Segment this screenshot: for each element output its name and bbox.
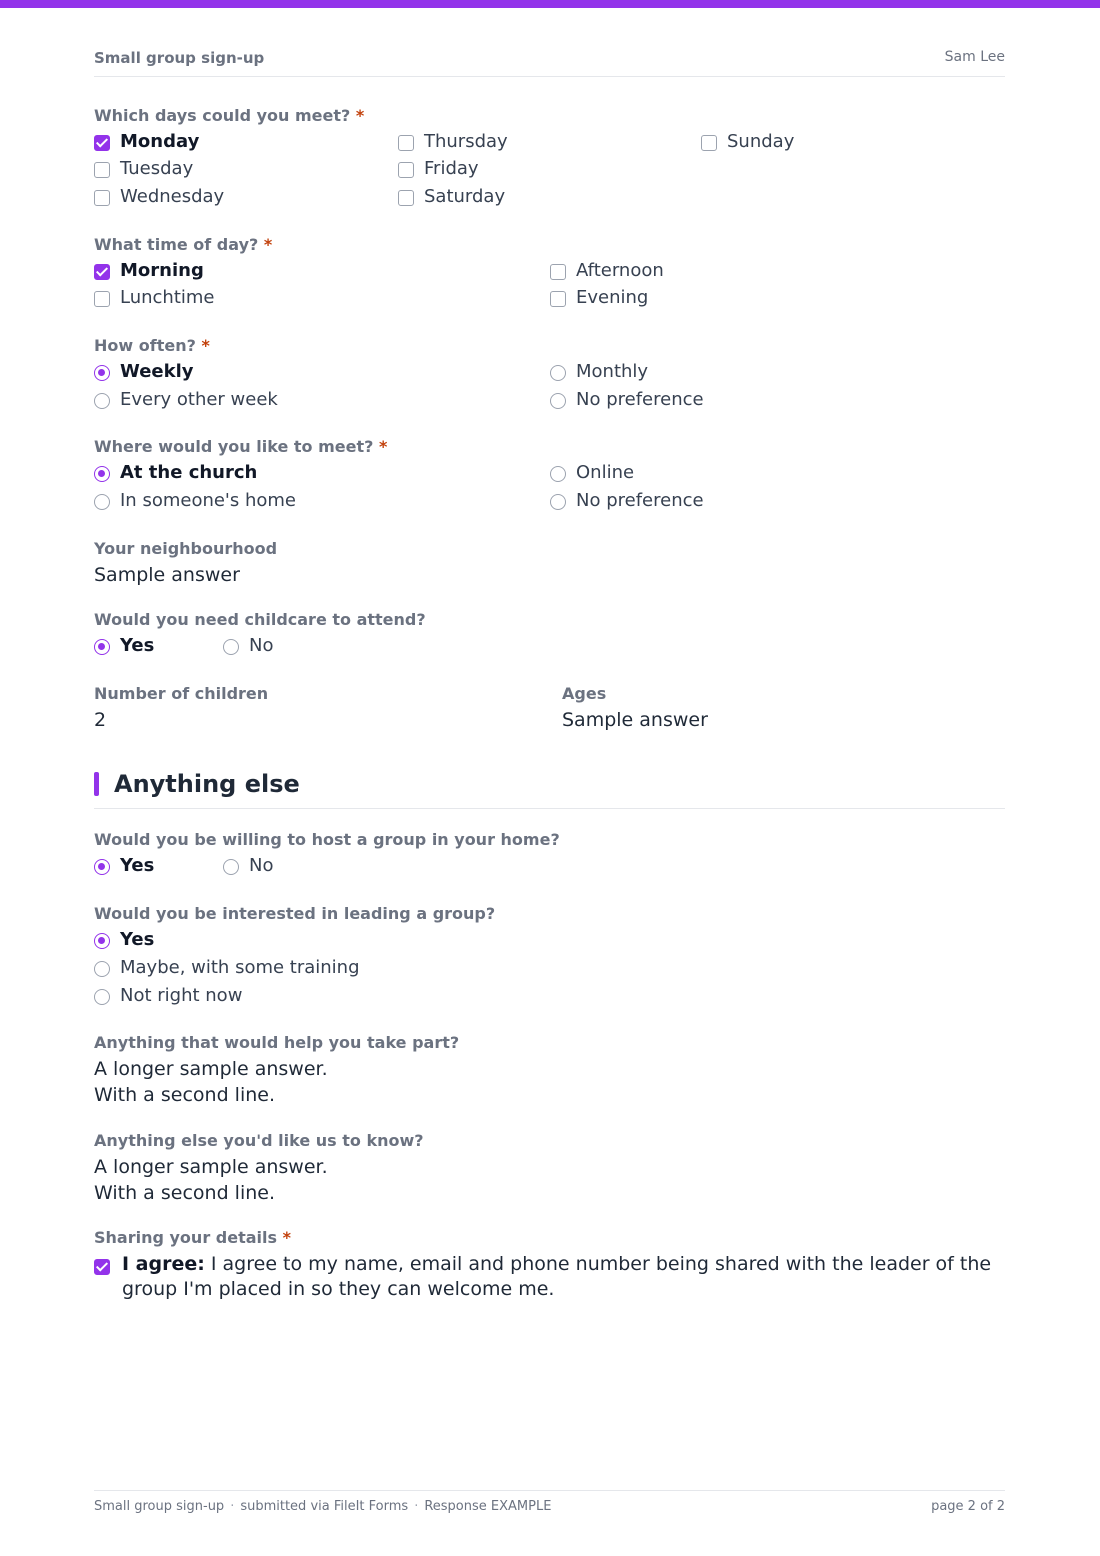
question-lead: Would you be interested in leading a group? [94, 904, 496, 923]
question-children-count: Number of children [94, 684, 269, 703]
question-location: Where would you like to meet? * [94, 437, 388, 456]
radio-icon [550, 466, 566, 482]
checkbox-icon [701, 135, 717, 151]
section-accent-bar [94, 772, 99, 796]
answer-neighbourhood: Sample answer [94, 564, 240, 586]
question-host: Would you be willing to host a group in your home? [94, 830, 560, 849]
separator-dot: · [230, 1499, 235, 1514]
checkbox-icon [398, 190, 414, 206]
answer-anything-else-line1: A longer sample answer. [94, 1156, 328, 1178]
question-days: Which days could you meet? * [94, 106, 365, 125]
radio-selected-icon [94, 639, 110, 655]
footer-meta [94, 1499, 551, 1514]
checkbox-icon [94, 190, 110, 206]
radio-icon [94, 961, 110, 977]
section-header [94, 770, 1005, 809]
answer-anything-else-line2: With a second line. [94, 1182, 275, 1204]
question-ages: Ages [562, 684, 607, 703]
radio-selected-icon [94, 466, 110, 482]
radio-icon [223, 639, 239, 655]
agree-text [122, 1252, 1005, 1302]
answer-help-line2: With a second line. [94, 1084, 275, 1106]
radio-icon [223, 859, 239, 875]
form-title: Small group sign-up [94, 49, 265, 67]
radio-selected-icon [94, 365, 110, 381]
footer-form-name: Small group sign-up [94, 1499, 225, 1514]
question-frequency: How often? * [94, 336, 210, 355]
checkbox-icon [94, 162, 110, 178]
radio-icon [94, 393, 110, 409]
agree-statement: I agree to my name, email and phone number being shared with the leader of the group I'm placed in so they can welcome me. [122, 1253, 992, 1300]
answer-ages: Sample answer [562, 709, 708, 731]
section-title: Anything else [114, 770, 300, 798]
question-help: Anything that would help you take part? [94, 1033, 460, 1052]
radio-icon [550, 494, 566, 510]
radio-icon [94, 494, 110, 510]
checkbox-checked-icon [94, 135, 110, 151]
checkbox-icon [398, 135, 414, 151]
radio-icon [550, 393, 566, 409]
page-number: page 2 of 2 [931, 1499, 1005, 1514]
question-anything-else: Anything else you'd like us to know? [94, 1131, 424, 1150]
checkbox-checked-icon [94, 1259, 110, 1275]
checkbox-icon [550, 264, 566, 280]
radio-icon [550, 365, 566, 381]
radio-selected-icon [94, 859, 110, 875]
radio-selected-icon [94, 933, 110, 949]
page-header [94, 48, 1005, 77]
question-childcare: Would you need childcare to attend? [94, 610, 426, 629]
checkbox-icon [398, 162, 414, 178]
question-time: What time of day? * [94, 235, 273, 254]
checkbox-icon [550, 291, 566, 307]
agree-label: I agree: [122, 1253, 205, 1275]
radio-icon [94, 989, 110, 1005]
separator-dot: · [414, 1499, 419, 1514]
respondent-name: Sam Lee [944, 49, 1005, 65]
form-response-page: Small group sign-up Sam Lee Which days could you meet? * Monday Tuesday Wednesday Thursday Friday Saturday Sunday What time of day? * Morning Lunchtime Afternoon Evening How often? * Weekly Every other week Monthly No preference Where would you like to meet? * At the church In someone's home Online No preference Your neighbourhood Sample answer Would you need childcare to attend? Yes No Number of children 2 Ages Sample answer Anything else Would you be willing to host a group in your home? Yes No Would you be interested in leading a group? Yes Maybe, with some training Not right now Anything that would help you take part? A longer sample answer. With a second line. Anything else you'd like us to know? A longer sample answer. With a second line. Sharing your details * I agree: I agree to my name, email and phone number being shared with the leader of the group I'm placed in so they can welcome me. Small group sign-up · submitted via FileIt Forms · Response EXAMPLE page 2 of 2 [94, 0, 1005, 1556]
footer-via: submitted via FileIt Forms [240, 1499, 409, 1514]
question-sharing: Sharing your details * [94, 1228, 291, 1247]
question-neighbourhood: Your neighbourhood [94, 539, 278, 558]
page-footer [94, 1490, 1005, 1520]
answer-help-line1: A longer sample answer. [94, 1058, 328, 1080]
answer-children-count: 2 [94, 709, 107, 731]
footer-response: Response EXAMPLE [424, 1499, 552, 1514]
checkbox-checked-icon [94, 264, 110, 280]
checkbox-icon [94, 291, 110, 307]
